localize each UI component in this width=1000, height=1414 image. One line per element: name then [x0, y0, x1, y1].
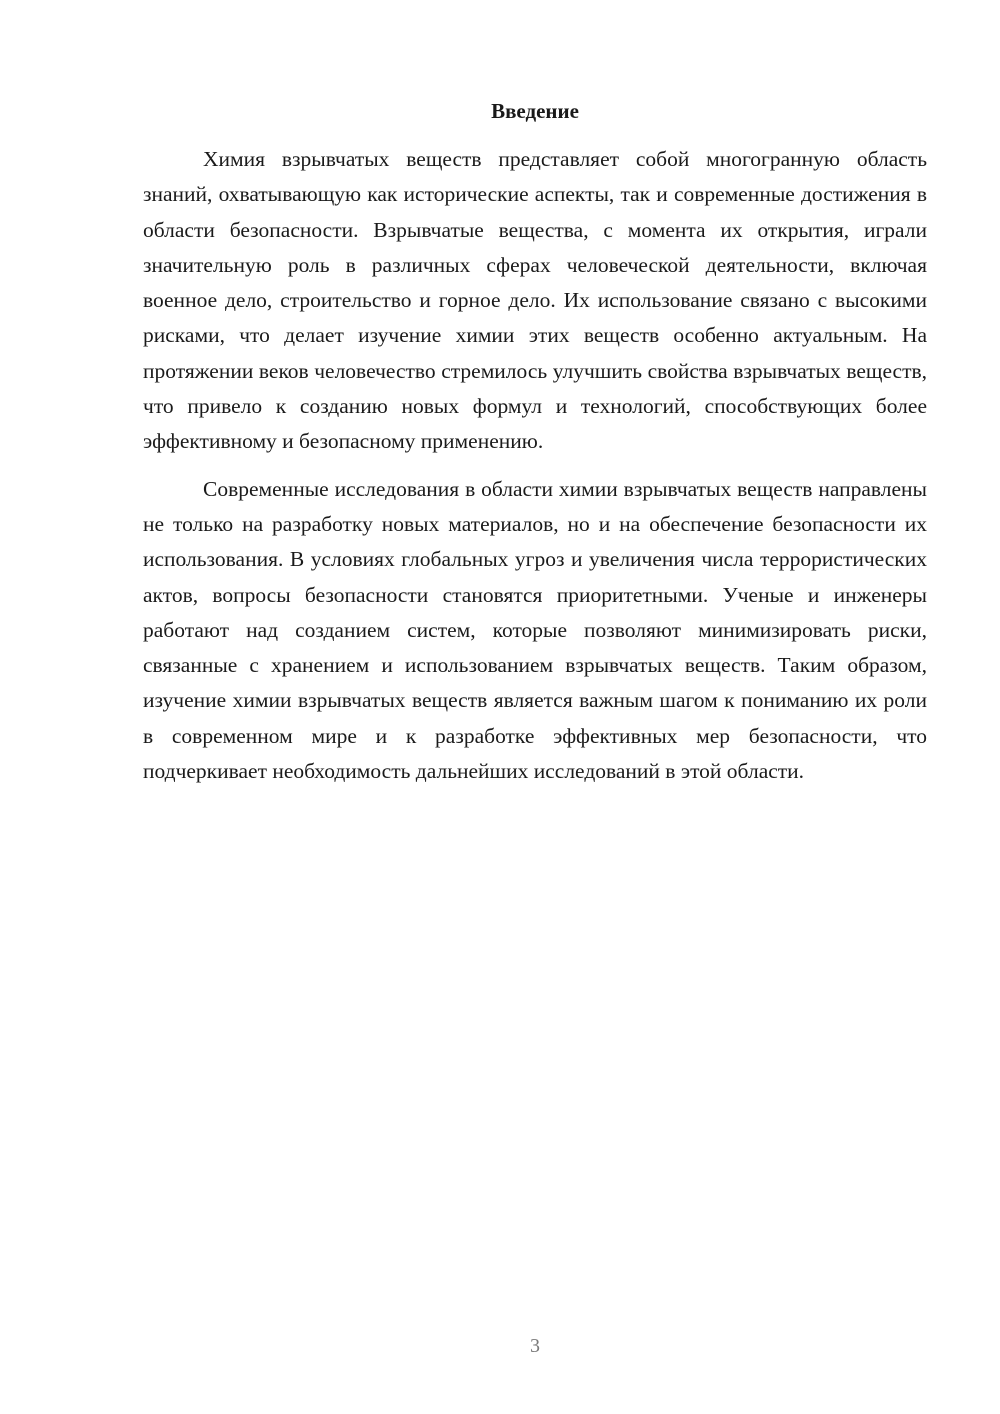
body-text: [143, 142, 927, 789]
page-number: 3: [530, 1335, 540, 1357]
section-heading: Введение: [491, 99, 579, 123]
paragraph-1: Химия взрывчатых веществ представляет собой многогранную область знаний, охватывающую как исторические аспекты, так и современные достижения в области безопасности. Взрывчатые вещества, с момента их открытия, играли значительную роль в различных сферах человеческой деятельности, включая военное дело, строительство и горное дело. Их использование связано с высокими рисками, что делает изучение химии этих веществ особенно актуальным. На протяжении веков человечество стремилось улучшить свойства взрывчатых веществ, что привело к созданию новых формул и технологий, способствующих более эффективному и безопасному применению.: [143, 147, 927, 454]
paragraph-2: Современные исследования в области химии взрывчатых веществ направлены не только на разработку новых материалов, но и на обеспечение безопасности их использования. В условиях глобальных угроз и увеличения числа террористических актов, вопросы безопасности становятся приоритетными. Ученые и инженеры работают над созданием систем, которые позволяют минимизировать риски, связанные с хранением и использованием взрывчатых веществ. Таким образом, изучение химии взрывчатых веществ является важным шагом к пониманию их роли в современном мире и к разработке эффективных мер безопасности, что подчеркивает необходимость дальнейших исследований в этой области.: [143, 476, 927, 784]
